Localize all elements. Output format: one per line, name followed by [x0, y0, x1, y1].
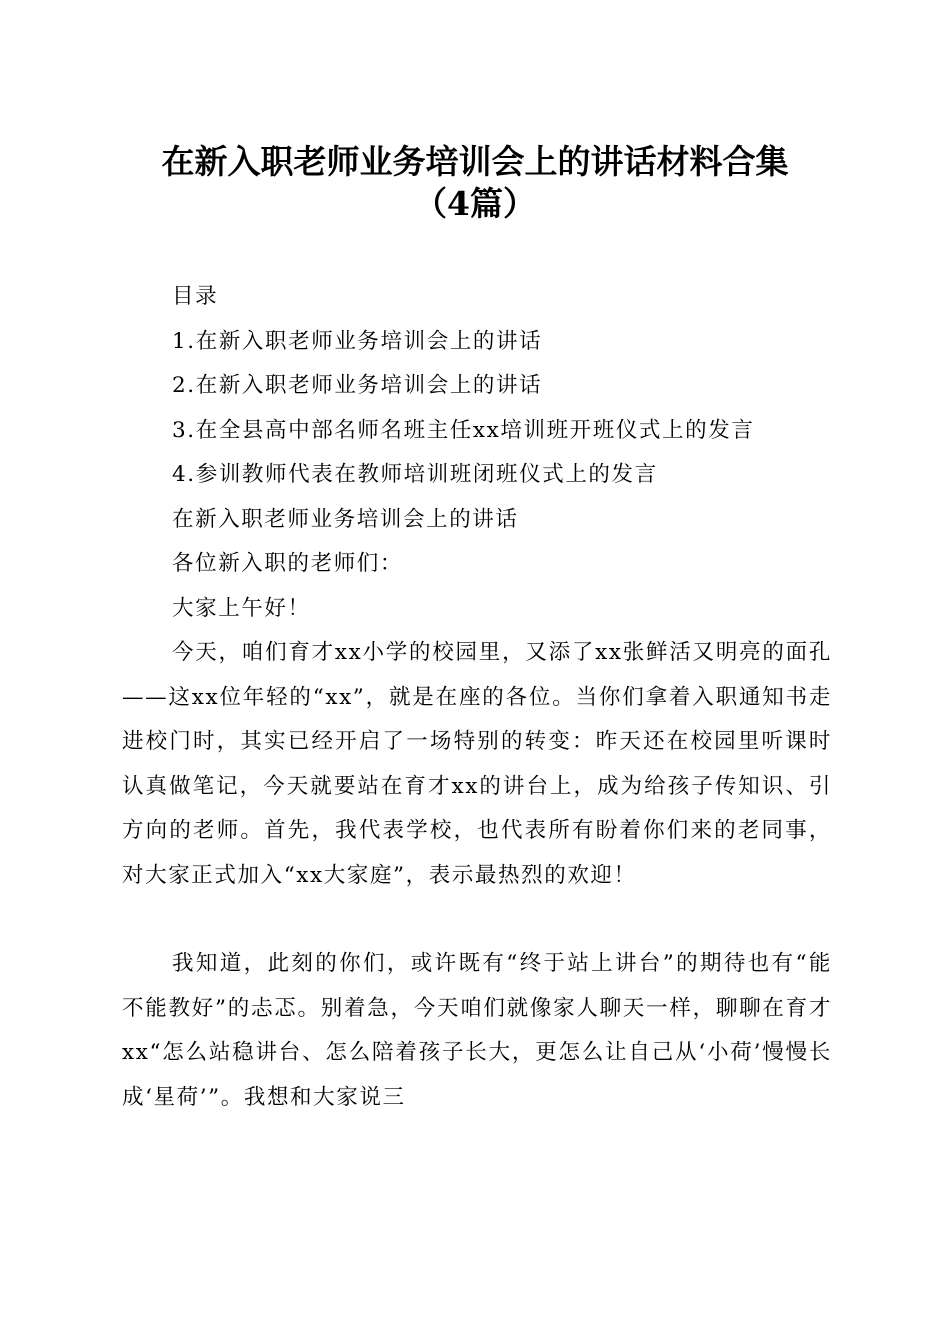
toc-item: 4.参训教师代表在教师培训班闭班仪式上的发言 [172, 462, 658, 487]
toc-item: 2.在新入职老师业务培训会上的讲话 [172, 373, 543, 398]
speech-salutation: 各位新入职的老师们： [172, 551, 404, 576]
toc-heading: 目录 [172, 284, 219, 309]
toc-item: 3.在全县高中部名师名班主任xx培训班开班仪式上的发言 [172, 418, 755, 443]
document-title: 在新入职老师业务培训会上的讲话材料合集 [161, 142, 789, 181]
toc-item: 1.在新入职老师业务培训会上的讲话 [172, 329, 543, 354]
speech-paragraph: 今天，咱们育才xx小学的校园里，又添了xx张鲜活又明亮的面孔——这xx位年轻的“xx”，就是在座的各位。当你们拿着入职通知书走进校门时，其实已经开启了一场特别的转变：昨天还在校园里听课时认真做笔记，今天就要站在育才xx的讲台上，成为给孩子传知识、引方向的老师。首先，我代表学校，也代表所有盼着你们来的老同事，对大家正式加入“xx大家庭”，表示最热烈的欢迎！ [122, 640, 832, 888]
speech-paragraph: 我知道，此刻的你们，或许既有“终于站上讲台”的期待也有“能不能教好”的忐忑。别着急，今天咱们就像家人聊天一样，聊聊在育才xx“怎么站稳讲台、怎么陪着孩子长大，更怎么让自己从‘小荷’慢慢长成‘星荷’”。我想和大家说三 [122, 951, 832, 1110]
speech-greeting: 大家上午好！ [172, 596, 311, 621]
document-title-count: （4篇） [414, 184, 536, 223]
speech-title: 在新入职老师业务培训会上的讲话 [172, 507, 519, 532]
